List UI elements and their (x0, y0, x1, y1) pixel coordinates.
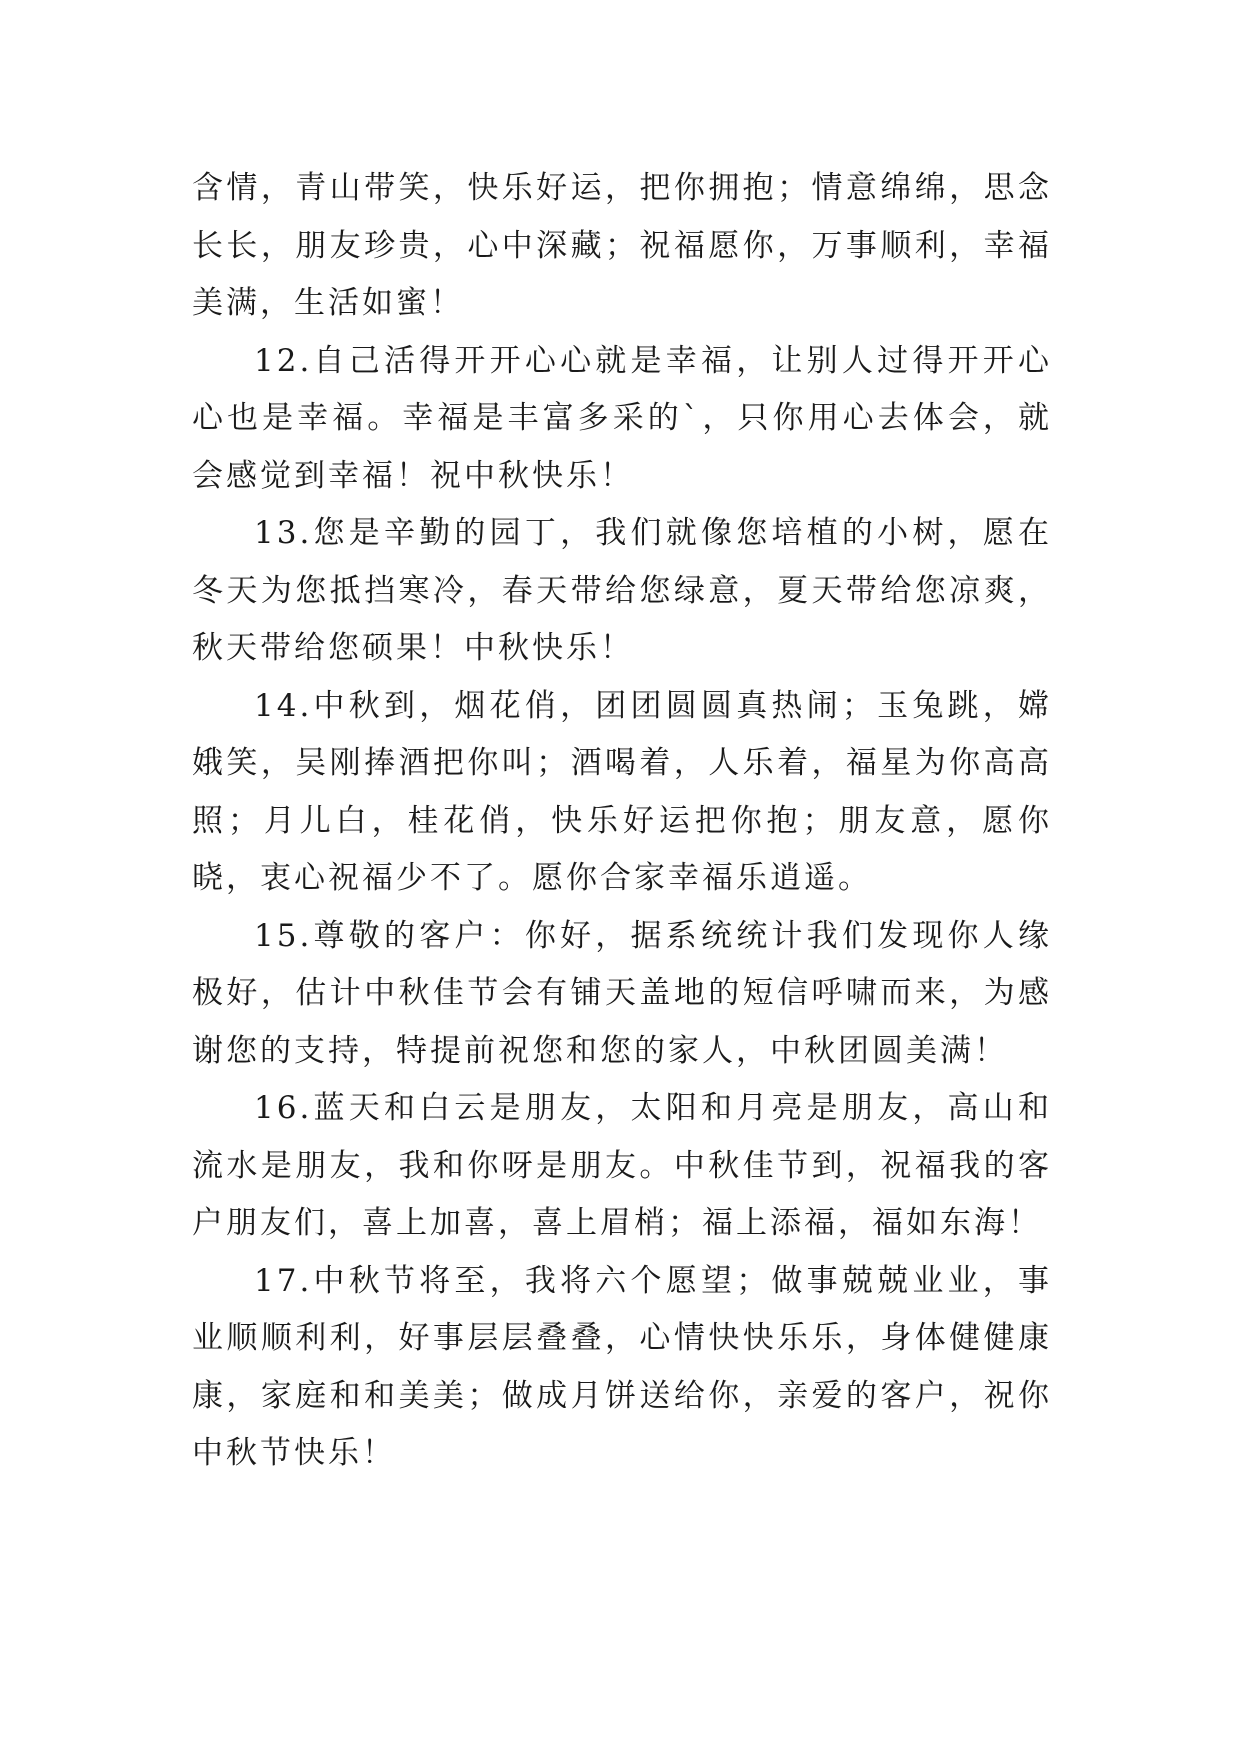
paragraph-17: 17.中秋节将至，我将六个愿望；做事兢兢业业，事业顺顺利利，好事层层叠叠，心情快快乐乐，身体健健康康，家庭和和美美；做成月饼送给你，亲爱的客户，祝你中秋节快乐！ (192, 1262, 1052, 1471)
paragraph-15: 15.尊敬的客户：你好，据系统统计我们发现你人缘极好，估计中秋佳节会有铺天盖地的短信呼啸而来，为感谢您的支持，特提前祝您和您的家人，中秋团圆美满！ (192, 917, 1052, 1069)
paragraph-16: 16.蓝天和白云是朋友，太阳和月亮是朋友，高山和流水是朋友，我和你呀是朋友。中秋佳节到，祝福我的客户朋友们，喜上加喜，喜上眉梢；福上添福，福如东海！ (192, 1090, 1052, 1241)
paragraph-continuation: 含情，青山带笑，快乐好运，把你拥抱；情意绵绵，思念长长，朋友珍贵，心中深藏；祝福愿你，万事顺利，幸福美满，生活如蜜！ (192, 170, 1052, 321)
paragraph-14: 14.中秋到，烟花俏，团团圆圆真热闹；玉兔跳，嫦娥笑，吴刚捧酒把你叫；酒喝着，人乐着，福星为你高高照；月儿白，桂花俏，快乐好运把你抱；朋友意，愿你晓，衷心祝福少不了。愿你合家幸福乐逍遥。 (192, 687, 1052, 896)
paragraph-12: 12.自己活得开开心心就是幸福，让别人过得开开心心也是幸福。幸福是丰富多采的`，只你用心去体会，就会感觉到幸福！祝中秋快乐！ (192, 342, 1052, 494)
document-body (192, 160, 1052, 1483)
paragraph-13: 13.您是辛勤的园丁，我们就像您培植的小树，愿在冬天为您抵挡寒冷，春天带给您绿意，夏天带给您凉爽，秋天带给您硕果！中秋快乐！ (192, 515, 1052, 666)
